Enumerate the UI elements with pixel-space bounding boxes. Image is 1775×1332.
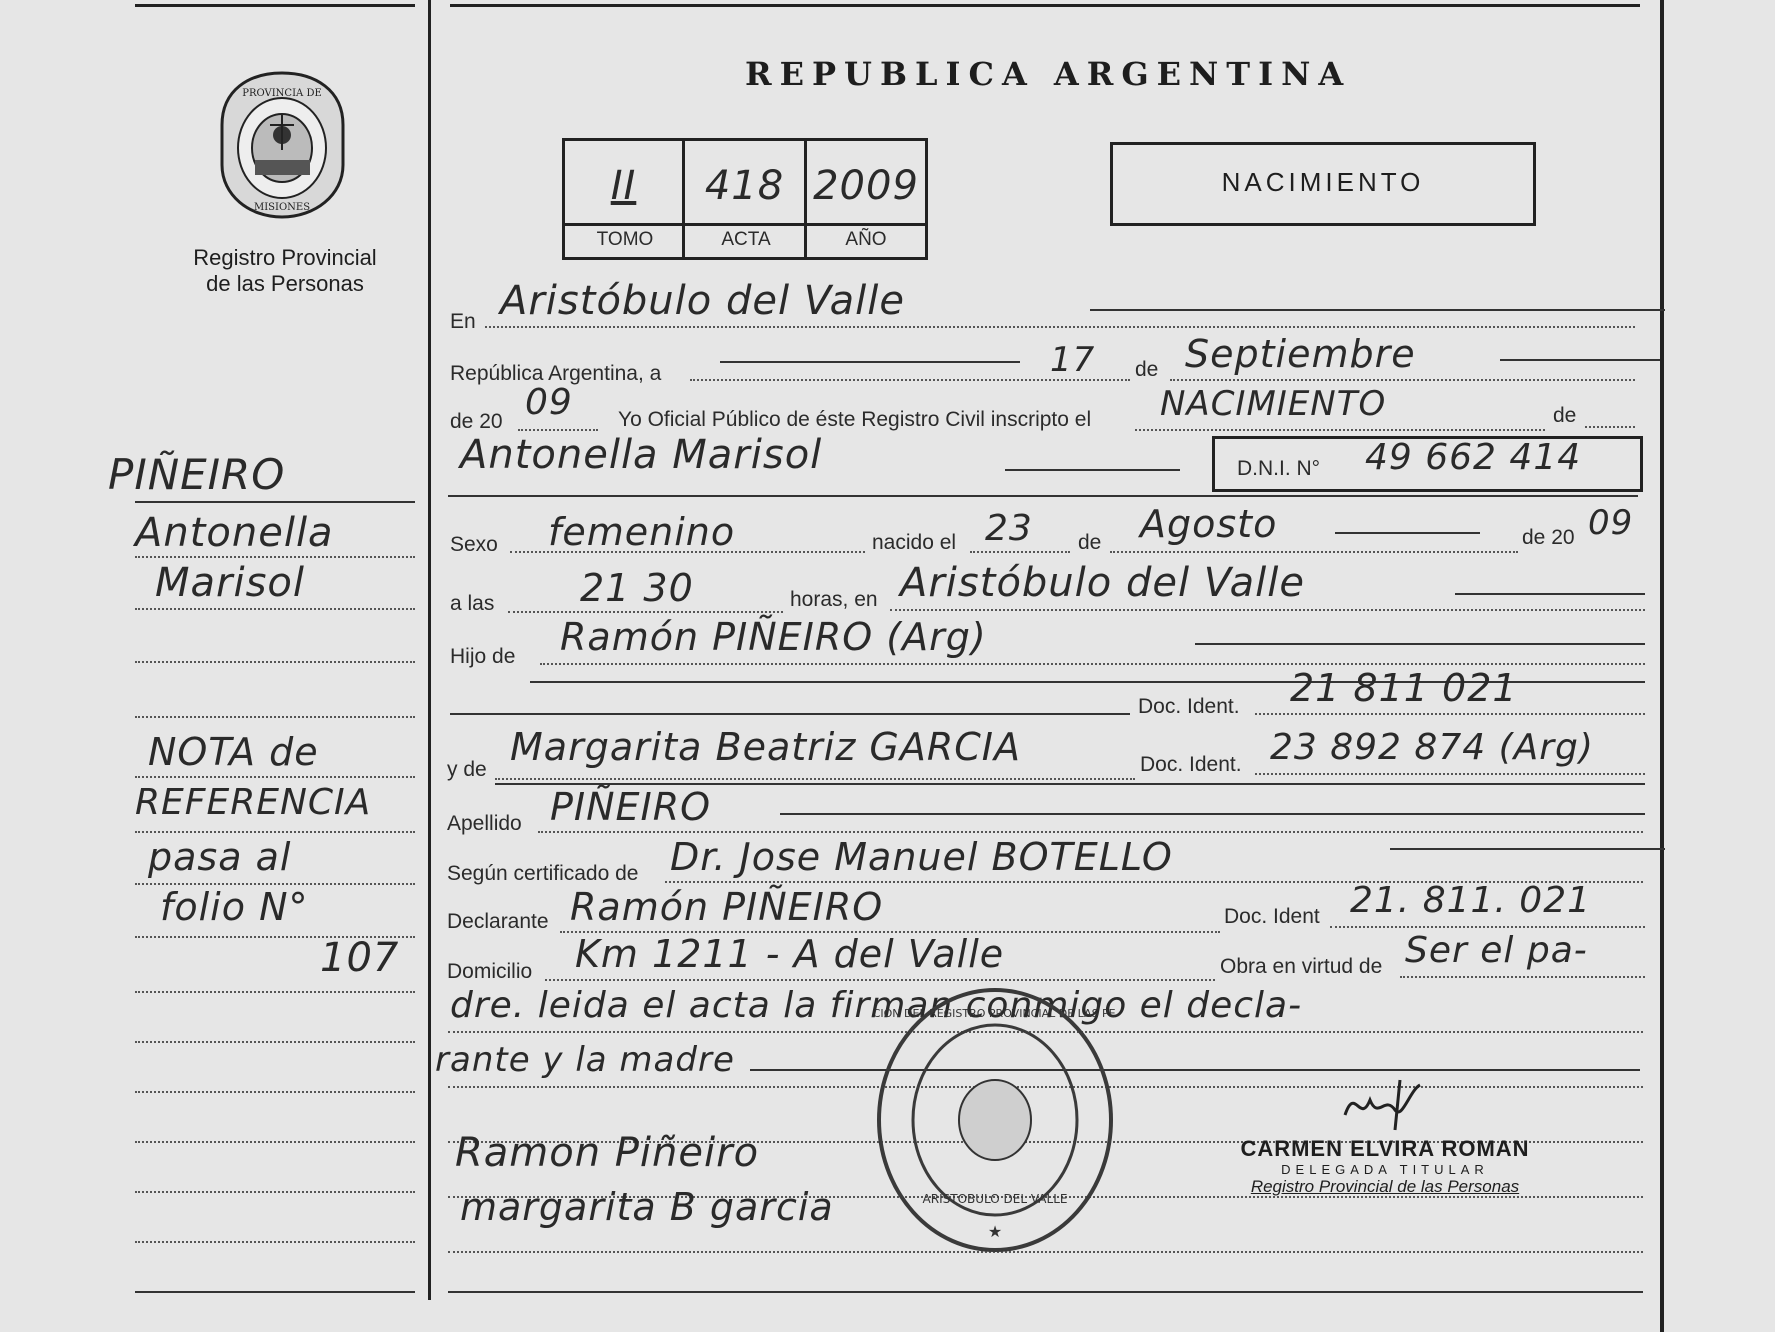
official-signature-scribble [1340, 1075, 1430, 1135]
top-rule-right [450, 4, 1640, 7]
record-type-box [1110, 142, 1536, 226]
value-nac-dia: 23 [985, 508, 1033, 549]
line-madre [495, 777, 1135, 780]
margin-line-15 [135, 1240, 415, 1243]
value-obra-line3: rante y la madre [435, 1040, 735, 1080]
line-padre [540, 662, 1645, 665]
label-republica: República Argentina, a [450, 362, 662, 385]
registry-name [150, 245, 420, 297]
label-doc-ident-madre: Doc. Ident. [1140, 753, 1242, 776]
margin-line-1 [135, 500, 415, 503]
value-mes: Septiembre [1185, 332, 1416, 376]
value-dni: 49 662 414 [1365, 437, 1582, 478]
line-bottom [448, 1290, 1643, 1293]
line-padre-fill [1195, 642, 1645, 645]
value-domicilio: Km 1211 - A del Valle [575, 932, 1005, 976]
line-hora [508, 610, 783, 613]
margin-note4: folio N° [160, 885, 309, 929]
record-label-row [565, 223, 925, 226]
margin-line-bottom [135, 1290, 415, 1293]
value-nac-mes: Agosto [1140, 502, 1278, 546]
margin-note5: 107 [320, 935, 400, 981]
svg-text:★: ★ [987, 1222, 1003, 1241]
misiones-coat-of-arms [215, 70, 350, 220]
official-block [1220, 1136, 1550, 1197]
margin-line-14 [135, 1190, 415, 1193]
line-de-end [1585, 425, 1635, 428]
value-certificado: Dr. Jose Manuel BOTELLO [670, 835, 1173, 879]
margin-line-12 [135, 1090, 415, 1093]
margin-note3: pasa al [148, 835, 292, 879]
line-mes-fill [1500, 358, 1660, 361]
registry-line1: Registro Provincial [193, 245, 377, 270]
label-oficial: Yo Oficial Público de éste Registro Civil inscripto el [618, 408, 1092, 431]
value-madre-doc: 23 892 874 (Arg) [1270, 727, 1594, 768]
value-lugar: Aristóbulo del Valle [500, 278, 905, 324]
line-madre-doc [1255, 772, 1645, 775]
label-apellido: Apellido [447, 812, 522, 835]
line-nac-mes [1110, 550, 1518, 553]
label-doc-ident-padre: Doc. Ident. [1138, 695, 1240, 718]
tomo-value: II [610, 163, 637, 209]
line-dia-fill [720, 360, 1020, 363]
ano-label: AÑO [845, 229, 887, 250]
svg-text:PROVINCIA DE: PROVINCIA DE [242, 88, 322, 99]
value-hora: 21 30 [580, 566, 694, 610]
label-en: En [450, 310, 476, 333]
line-nac-mes-fill [1335, 531, 1480, 534]
line-padre-doc [1255, 712, 1645, 715]
country-title: REPUBLICA ARGENTINA [745, 55, 1352, 93]
line-tipo [1135, 428, 1545, 431]
label-de-nac-mes: de [1078, 531, 1102, 554]
label-dni: D.N.I. N° [1237, 457, 1321, 480]
margin-line-5 [135, 715, 415, 718]
line-apellido-fill [780, 812, 1645, 815]
signature-father: Ramon Piñeiro [455, 1130, 760, 1176]
line-apellido [538, 830, 1643, 833]
margin-line-11 [135, 1040, 415, 1043]
column-divider [428, 0, 431, 1300]
margin-line-6 [135, 775, 415, 778]
page-edge [1660, 0, 1664, 1332]
margin-line-2 [135, 555, 415, 558]
official-title: DELEGADA TITULAR [1281, 1162, 1489, 1177]
margin-line-13 [135, 1140, 415, 1143]
value-sexo: femenino [548, 510, 736, 554]
value-declarante: Ramón PIÑEIRO [570, 885, 884, 929]
value-padre: Ramón PIÑEIRO (Arg) [560, 615, 987, 659]
line-en-fill [1090, 308, 1665, 311]
value-nombre: Antonella Marisol [460, 432, 823, 478]
value-declarante-doc: 21. 811. 021 [1350, 880, 1592, 921]
label-segun: Según certificado de [447, 862, 639, 885]
value-apellido: PIÑEIRO [550, 785, 712, 829]
label-y-de: y de [447, 758, 487, 781]
line-obra [1400, 975, 1645, 978]
svg-text:ARISTOBULO DEL VALLE: ARISTOBULO DEL VALLE [922, 1192, 1068, 1206]
label-sexo: Sexo [450, 533, 498, 556]
margin-line-3 [135, 607, 415, 610]
label-domicilio: Domicilio [447, 960, 533, 983]
label-de20: de 20 [450, 410, 503, 433]
svg-text:MISIONES: MISIONES [253, 202, 311, 213]
margin-surname: PIÑEIRO [108, 450, 286, 499]
value-nac-lugar: Aristóbulo del Valle [900, 560, 1305, 606]
official-name: CARMEN ELVIRA ROMAN [1240, 1136, 1530, 1161]
margin-name1: Antonella [135, 510, 334, 556]
acta-label: ACTA [721, 229, 771, 250]
svg-text:DELEGACION DEL REGISTRO PROVIN: CION DEL REGISTRO PROVINCIAL DE LAS PE [875, 1007, 1115, 1020]
margin-line-10 [135, 990, 415, 993]
line-declarante-doc [1330, 925, 1645, 928]
margin-line-7 [135, 830, 415, 833]
line-en [485, 325, 1635, 328]
top-rule-left [135, 4, 415, 7]
dni-box [1212, 436, 1643, 492]
official-office: Registro Provincial de las Personas [1250, 1177, 1520, 1196]
line-nac-dia [970, 550, 1070, 553]
tomo-label: TOMO [596, 229, 654, 250]
signature-mother: margarita B garcia [460, 1185, 834, 1229]
label-nacido: nacido el [872, 531, 957, 554]
record-type: NACIMIENTO [1221, 167, 1425, 197]
value-dia: 17 [1050, 340, 1096, 380]
label-declarante: Declarante [447, 910, 549, 933]
margin-note2: REFERENCIA [135, 782, 372, 823]
value-anio: 09 [525, 382, 573, 423]
label-de-mes: de [1135, 358, 1159, 381]
line-padre-blank [450, 712, 1130, 715]
value-padre-doc: 21 811 021 [1290, 666, 1518, 710]
label-horas: horas, en [790, 588, 878, 611]
value-obra-line2: dre. leida el acta la firman conmigo el decla- [450, 985, 1303, 1026]
line-mes [1170, 378, 1635, 381]
registry-line2: de las Personas [206, 271, 364, 296]
line-certificado-fill [1390, 847, 1665, 850]
line-nac-lugar [890, 608, 1645, 611]
line-sep-1 [448, 494, 1638, 497]
line-anio [518, 428, 598, 431]
label-hijo-de: Hijo de [450, 645, 516, 668]
value-obra: Ser el pa- [1405, 930, 1588, 971]
label-de20-nac: de 20 [1522, 526, 1575, 549]
line-nac-lugar-fill [1455, 592, 1645, 595]
value-nac-anio: 09 [1588, 503, 1634, 543]
record-number-box [562, 138, 928, 260]
label-obra: Obra en virtud de [1220, 955, 1383, 978]
margin-name2: Marisol [155, 560, 306, 606]
line-nombre-fill [1005, 468, 1180, 471]
margin-line-4 [135, 660, 415, 663]
label-de-nombre: de [1553, 404, 1577, 427]
line-domicilio [545, 978, 1215, 981]
label-a-las: a las [450, 592, 495, 615]
value-madre: Margarita Beatriz GARCIA [510, 725, 1021, 769]
official-seal-stamp [875, 985, 1115, 1255]
value-tipo: NACIMIENTO [1160, 384, 1387, 424]
margin-note1: NOTA de [148, 730, 319, 774]
ano-value: 2009 [813, 163, 919, 209]
acta-value: 418 [704, 163, 785, 209]
label-doc-ident-declarante: Doc. Ident [1224, 905, 1320, 928]
